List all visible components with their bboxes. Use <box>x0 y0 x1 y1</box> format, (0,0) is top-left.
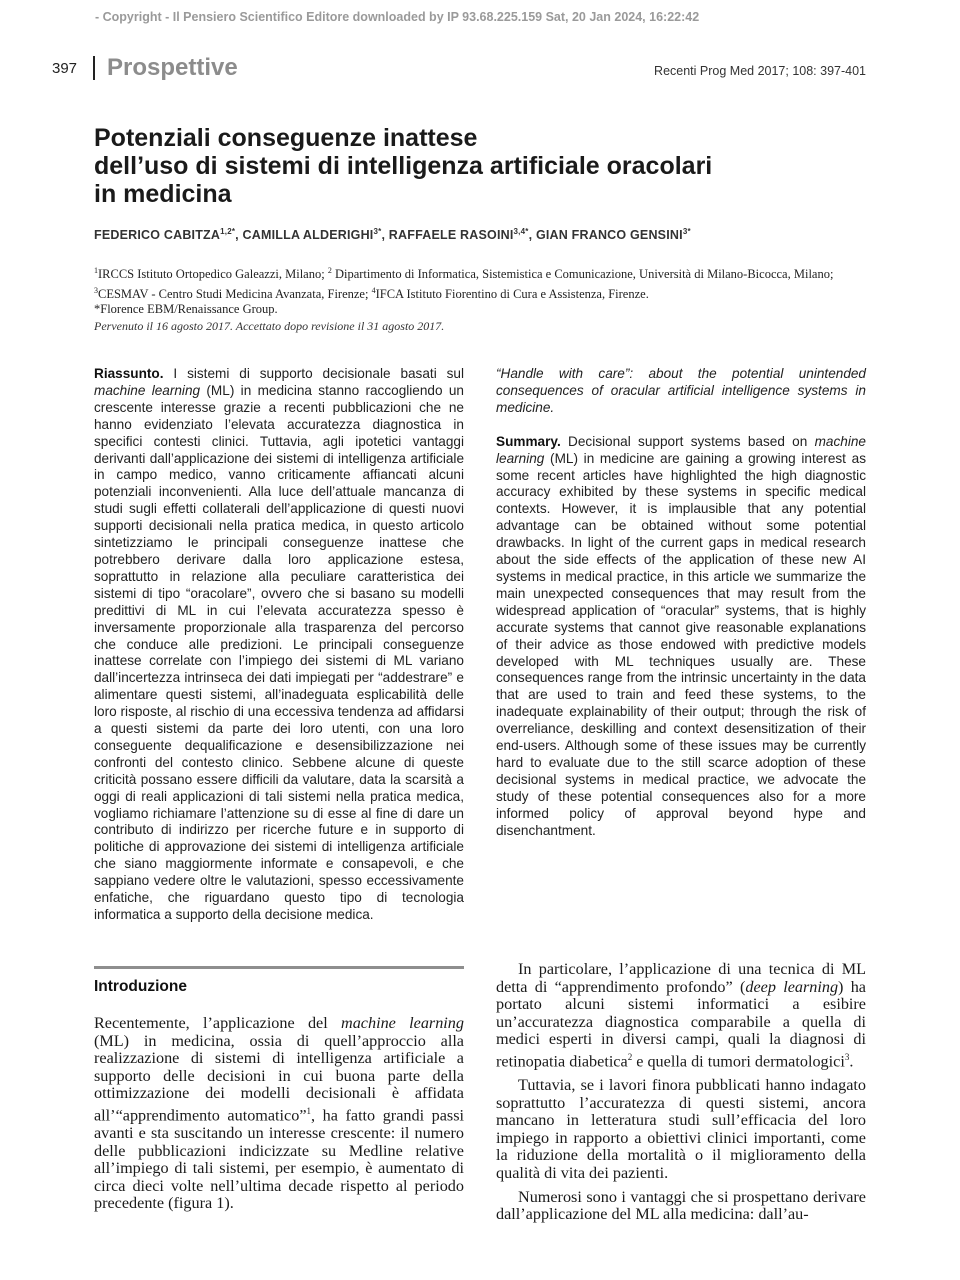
article-title <box>94 124 874 208</box>
title-line: in medicina <box>94 180 232 208</box>
abstract-english <box>496 366 866 839</box>
journal-reference: Recenti Prog Med 2017; 108: 397-401 <box>654 64 866 78</box>
author-name: FEDERICO CABITZA <box>94 228 221 243</box>
copyright-notice: - Copyright - Il Pensiero Scientifico Editore downloaded by IP 93.68.225.159 Sat, 20 Jan 2024, 16:22:42 <box>95 10 700 24</box>
summary-text: (ML) in medicine are gaining a growing interest as some recent articles have highlighted the high diagnostic accuracy exhibited by these systems in specific medical contexts. However, it is implausible that any potential advantage can be obtained without some potential drawbacks. In light of the current gaps in medical research about the side effects of the application of these new AI systems in medical practice, in this article we summarize the main unexpected consequences that may result from the widespread application of “oracular” systems, that is highly accurate systems that cannot give reasonable explanations of their advice as those endowed with predictive models developed with ML techniques usually are. These consequences range from the intrinsic uncertainty in the data that are used to train and feed these systems, to the inadequate explainability of their output; through the risk of overreliance, deskilling and context desensitization of their end-users. Although some of these issues may be currently hard to evaluate due to the still scarce adoption of these decisional systems in medical practice, we advocate the study of these potential consequences also for a more informed policy of approval beyond hype and disenchantment. <box>496 450 866 838</box>
affiliation-text: IFCA Istituto Fiorentino di Cura e Assistenza, Firenze. <box>375 286 649 301</box>
author-affiliation-mark: 3* <box>373 227 382 236</box>
english-title: “Handle with care”: about the potential unintended consequences of oracular artificial intelligence systems in medicine. <box>496 366 866 415</box>
introduction-right-column <box>496 961 866 1224</box>
received-dates: Pervenuto il 16 agosto 2017. Accettato dopo revisione il 31 agosto 2017. <box>94 319 445 333</box>
introduction-left-column <box>94 1015 464 1213</box>
abstract-term: machine learning <box>94 382 201 398</box>
author-affiliation-mark: 1,2* <box>220 227 236 236</box>
affiliation-note: *Florence EBM/Renaissance Group. <box>94 302 278 317</box>
header-divider <box>93 56 95 80</box>
author-affiliation-mark: 3,4* <box>513 227 529 236</box>
abstract-text: (ML) in medicina stanno raccogliendo un crescente interesse grazie a recenti pubblicazioni che ne hanno evidenziato l’elevata accuratezza diagnostica in specifici contesti clinici. Tuttavia, agli ipotetici vantaggi derivanti dall’applicazione dei sistemi di intelligenza artificiale in campo medico, vanno criticamente affiancati alcuni potenziali inconvenienti. Alla luce dell’attuale mancanza di studi sugli effetti collaterali dell’applicazione di questi nuovi supporti decisionali nella pratica medica, in questo articolo sintetizziamo le principali conseguenze inattese che potrebbero derivare dalla loro applicazione estesa, soprattutto in relazione alla peculiare caratteristica dei sistemi di tipo “oracolare”, ovvero che si basano su modelli predittivi di ML in cui l’elevata accuratezza spesso è inversamente proporzionale alla trasparenza del percorso che conduce alle predizioni. Le principali conseguenze inattese correlate con l’impiego dei sistemi di ML variano dall’incertezza intrinseca dei dati impiegati per “addestrare” e alimentare questi sistemi, all’inadeguata esplicabilità delle loro risposte, al rischio di una eccessiva tendenza ad affidarsi a questi sistemi da parte dei loro utenti, con una loro conseguente dequalificazione e desensibilizzazione nei confronti del contesto clinico. Sebbene alcune di queste criticità possano essere difficili da valutare, data la scarsità a oggi di reali applicazioni di tali sistemi nella pratica medica, vogliamo richiamare l’attenzione su di esse al fine di dare un contributo di indirizzo per ricerche future e in supporto di politiche di approvazione dei sistemi di intelligenza artificiale che siano maggiormente informate e consapevoli, e che sappiano vedere oltre le valutazioni, spesso eccessivamente enfatiche, che riguardano questo tipo di tecnologia informatica a supporto della decisione medica. <box>94 382 464 922</box>
author-affiliation-mark: 3* <box>682 227 691 236</box>
author-list: FEDERICO $CABITZA^{1,2*}$, CAMILLA $ALDERIGHI^{3*}$, RAFFAELE $RASOINI^{3,4*}$, GIAN FRANCO $GENSINI^{3*}$ <box>94 227 691 243</box>
paragraph: Numerosi sono i vantaggi che si prospettano derivare dall’applicazione del ML alla medicina: dall’au- <box>496 1187 866 1224</box>
abstract-italian <box>94 366 464 924</box>
page-number: 397 <box>52 60 78 77</box>
affiliation-mark: 4 <box>371 285 376 295</box>
affiliation-mark: 3 <box>94 285 98 295</box>
author-name: GIAN FRANCO GENSINI <box>535 228 683 243</box>
affiliations <box>94 263 870 318</box>
affiliation-text: Dipartimento di Informatica, Sistemistica e Comunicazione, Università di Milano-Bicocca, Milano; <box>331 267 834 282</box>
section-name: Prospettive <box>107 54 238 81</box>
paragraph: Recentemente, l’applicazione del machine learning (ML) in medicina, ossia di quell’approccio alla realizzazione di sistemi di intelligenza artificiale a supporto delle decisioni in cui buona parte della ottimizzazione dei modelli decisionali è affidata all’“apprendimento automatico”$^1$, ha fatto grandi passi avanti e sta suscitando un interesse crescente: il numero delle pubblicazioni indicizzate su Medline relative all’impiego di tali sistemi, per esempio, è aumentato di circa dieci volte nell’ultima decade rispetto al periodo precedente (figura 1). <box>94 1014 465 1213</box>
term: deep learning <box>745 977 839 996</box>
paragraph: In particolare, l’applicazione di una tecnica di ML detta di “apprendimento profondo” (deep learning) ha portato alcuni sistemi informatici a esibire un’accuratezza diagnostica comparabile a quella di medici esperti in diversi campi, quali la diagnosi di retinopatia diabetica$^2$ e quella di tumori dermatologici$^3$. <box>496 960 866 1071</box>
title-line: dell’uso di sistemi di intelligenza artificiale oracolari <box>94 152 713 180</box>
author-name: RAFFAELE RASOINI <box>388 228 514 243</box>
section-rule <box>94 966 464 969</box>
affiliation-mark: 2 <box>327 266 332 275</box>
abstract-label: Riassunto. <box>94 366 164 381</box>
summary-text: Decisional support systems based on <box>560 433 815 449</box>
title-line: Potenziali conseguenze inattese <box>94 124 478 152</box>
summary-term: machine learning <box>496 433 866 466</box>
summary-label: Summary. <box>496 433 561 449</box>
affiliation-mark: 1 <box>94 266 98 275</box>
author-name: CAMILLA ALDERIGHI <box>242 228 374 243</box>
abstract-text: I sistemi di supporto decisionale basati sul <box>163 366 464 381</box>
affiliation-text: CESMAV - Centro Studi Medicina Avanzata, Firenze; <box>98 286 372 301</box>
paragraph: Tuttavia, se i lavori finora pubblicati hanno indagato soprattutto l’accuratezza di questi sistemi, ancora mancano in letteratura studi sull’efficacia del loro impiego in rapporto a obiettivi clinici importanti, come la riduzione della mortalità o il miglioramento della qualità di vita dei pazienti. <box>496 1075 866 1182</box>
citation: 3 <box>844 1051 850 1062</box>
citation: 2 <box>627 1051 633 1062</box>
term: machine learning <box>341 1014 464 1032</box>
affiliation-text: IRCCS Istituto Ortopedico Galeazzi, Milano; <box>98 267 328 282</box>
citation: 1 <box>306 1105 312 1116</box>
introduction-heading: Introduzione <box>94 978 187 995</box>
